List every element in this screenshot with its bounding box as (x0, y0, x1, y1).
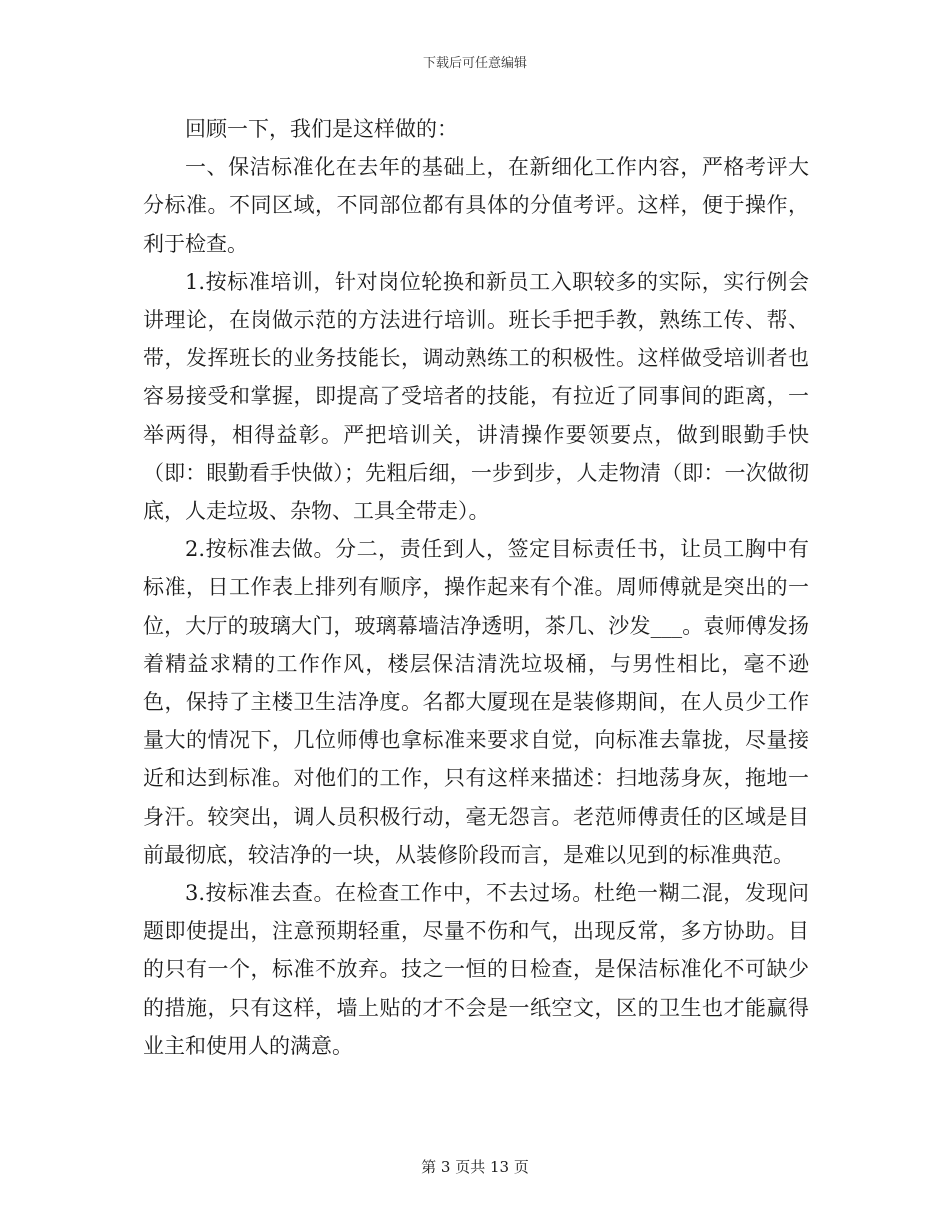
document-body (143, 110, 809, 1065)
paragraph-training: 1.按标准培训，针对岗位轮换和新员工入职较多的实际，实行例会讲理论，在岗做示范的方法进行培训。班长手把手教，熟练工传、帮、带，发挥班长的业务技能长，调动熟练工的积极性。这样做受培训者也容易接受和掌握，即提高了受培者的技能，有拉近了同事间的距离，一举两得，相得益彰。严把培训关，讲清操作要领要点，做到眼勤手快（即：眼勤看手快做）；先粗后细，一步到步，人走物清（即：一次做彻底，人走垃圾、杂物、工具全带走）。 (143, 269, 809, 524)
paragraph-execution: 2.按标准去做。分二，责任到人，签定目标责任书，让员工胸中有标准，日工作表上排列有顺序，操作起来有个准。周师傅就是突出的一位，大厅的玻璃大门，玻璃幕墙洁净透明，茶几、沙发___。袁师傅发扬着精益求精的工作作风，楼层保洁清洗垃圾桶，与男性相比，毫不逊色，保持了主楼卫生洁净度。名都大厦现在是装修期间，在人员少工作量大的情况下，几位师傅也拿标准来要求自觉，向标准去靠拢，尽量接近和达到标准。对他们的工作，只有这样来描述：扫地荡身灰，拖地一身汗。较突出，调人员积极行动，毫无怨言。老范师傅责任的区域是目前最彻底，较洁净的一块，从装修阶段而言，是难以见到的标准典范。 (143, 537, 809, 867)
page-header: 下载后可任意编辑 (422, 56, 527, 71)
paragraph-standardization: 一、保洁标准化在去年的基础上，在新细化工作内容，严格考评大分标准。不同区域，不同部位都有具体的分值考评。这样，便于操作，利于检查。 (143, 155, 809, 256)
paragraph-review-intro: 回顾一下，我们是这样做的： (185, 117, 458, 141)
paragraph-inspection: 3.按标准去查。在检查工作中，不去过场。杜绝一糊二混，发现问题即使提出，注意预期轻重，尽量不伤和气，出现反常，多方协助。目的只有一个，标准不放弃。技之一恒的日检查，是保洁标准化不可缺少的措施，只有这样，墙上贴的才不会是一纸空文，区的卫生也才能赢得业主和使用人的满意。 (143, 881, 809, 1058)
page-number-footer: 第 3 页共 13 页 (421, 1158, 529, 1176)
